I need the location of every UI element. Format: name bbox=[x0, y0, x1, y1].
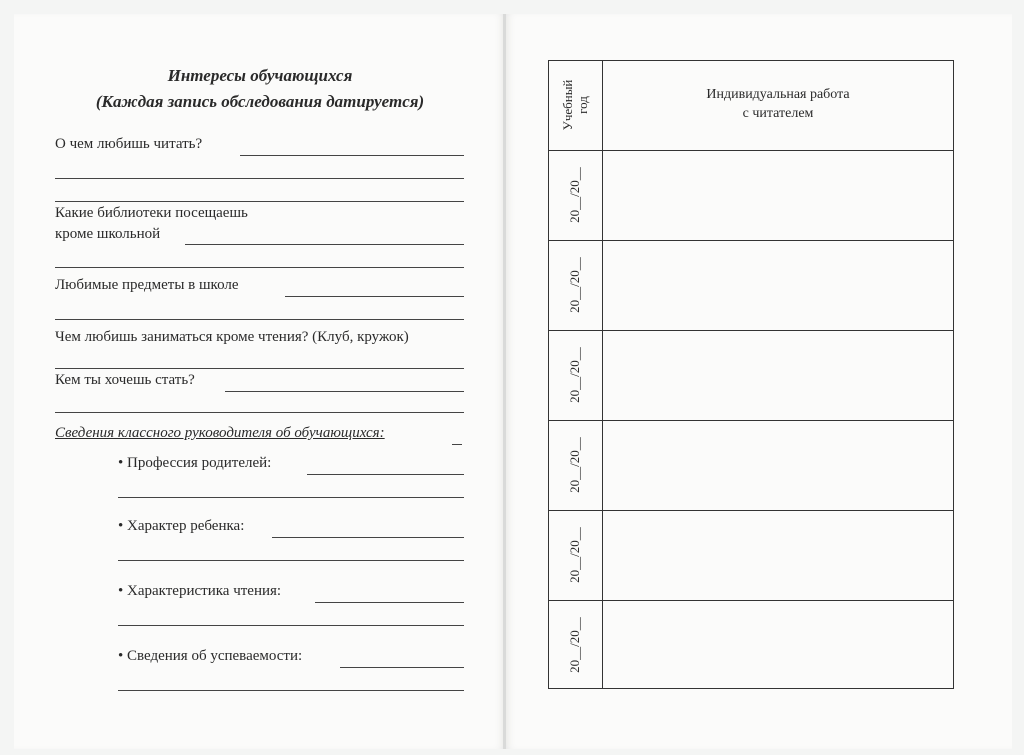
table-header-divider bbox=[548, 150, 954, 151]
column-header-work bbox=[602, 85, 954, 123]
item-reading-characteristic: • Характеристика чтения: bbox=[118, 583, 282, 599]
answer-line[interactable] bbox=[55, 267, 464, 268]
answer-line[interactable] bbox=[118, 560, 464, 561]
question-subjects: Любимые предметы в школе bbox=[55, 277, 239, 293]
answer-line[interactable] bbox=[55, 178, 464, 179]
year-placeholder: 20__/20__ bbox=[567, 527, 582, 583]
reader-work-table bbox=[548, 60, 954, 689]
table-row-divider bbox=[548, 240, 954, 241]
year-cell[interactable] bbox=[548, 510, 602, 600]
answer-line[interactable] bbox=[118, 690, 464, 691]
table-row-divider bbox=[548, 510, 954, 511]
year-placeholder: 20__/20__ bbox=[567, 347, 582, 403]
year-cell[interactable] bbox=[548, 330, 602, 420]
answer-line[interactable] bbox=[55, 319, 464, 320]
year-cell[interactable] bbox=[548, 240, 602, 330]
column-header-year bbox=[548, 60, 602, 150]
answer-line[interactable] bbox=[340, 667, 464, 668]
table-column-divider bbox=[602, 60, 603, 689]
item-parents-profession: • Профессия родителей: bbox=[118, 455, 272, 471]
year-placeholder: 20__/20__ bbox=[567, 437, 582, 493]
column-header-work-line2: с читателем bbox=[742, 106, 814, 121]
answer-line[interactable] bbox=[225, 391, 464, 392]
year-placeholder: 20__/20__ bbox=[567, 617, 582, 673]
year-cell[interactable] bbox=[548, 420, 602, 510]
item-academic-performance: • Сведения об успеваемости: bbox=[118, 648, 303, 664]
question-reading: О чем любишь читать? bbox=[55, 136, 203, 152]
year-placeholder: 20__/20__ bbox=[567, 257, 582, 313]
answer-line[interactable] bbox=[185, 244, 464, 245]
question-career: Кем ты хочешь стать? bbox=[55, 372, 195, 388]
answer-line[interactable] bbox=[55, 368, 464, 369]
question-libraries: Какие библиотеки посещаешь bbox=[55, 205, 248, 221]
answer-line[interactable] bbox=[118, 497, 464, 498]
table-row-divider bbox=[548, 600, 954, 601]
book-spine bbox=[503, 14, 506, 749]
answer-line[interactable] bbox=[452, 444, 462, 445]
year-placeholder: 20__/20__ bbox=[567, 167, 582, 223]
answer-line[interactable] bbox=[285, 296, 464, 297]
answer-line[interactable] bbox=[315, 602, 464, 603]
question-libraries-cont: кроме школьной bbox=[55, 226, 161, 242]
year-cell[interactable] bbox=[548, 600, 602, 690]
answer-line[interactable] bbox=[55, 412, 464, 413]
column-header-year-label: Учебный год bbox=[560, 79, 590, 131]
year-cell[interactable] bbox=[548, 150, 602, 240]
table-row-divider bbox=[548, 330, 954, 331]
answer-line[interactable] bbox=[272, 537, 464, 538]
column-header-work-line1: Индивидуальная работа bbox=[706, 87, 850, 102]
answer-line[interactable] bbox=[307, 474, 464, 475]
page-title: Интересы обучающихся bbox=[167, 66, 353, 85]
item-child-character: • Характер ребенка: bbox=[118, 518, 245, 534]
teacher-section-title: Сведения классного руководителя об обучающихся: bbox=[55, 425, 385, 441]
answer-line[interactable] bbox=[118, 625, 464, 626]
question-hobbies: Чем любишь заниматься кроме чтения? (Клуб, кружок) bbox=[55, 329, 409, 345]
answer-line[interactable] bbox=[55, 201, 464, 202]
answer-line[interactable] bbox=[240, 155, 464, 156]
table-row-divider bbox=[548, 420, 954, 421]
page-subtitle: (Каждая запись обследования датируется) bbox=[95, 92, 425, 111]
